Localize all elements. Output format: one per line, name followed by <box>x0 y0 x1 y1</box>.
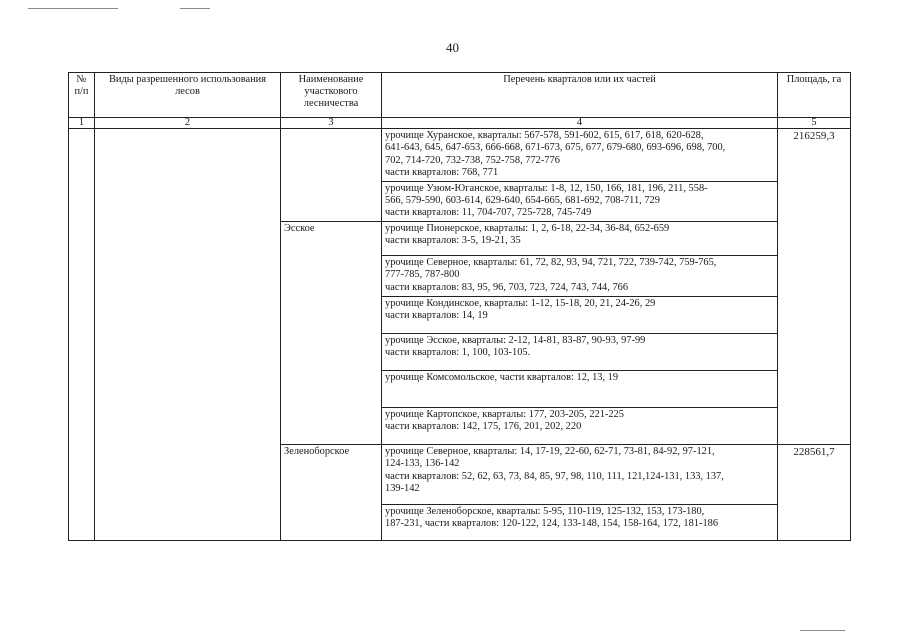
entry-line: урочище Хуранское, кварталы: 567-578, 591-602, 615, 617, 618, 620-628, <box>385 130 704 141</box>
entry-line: урочище Эсское, кварталы: 2-12, 14-81, 83-87, 90-93, 97-99 <box>385 334 646 346</box>
district-cell-blank <box>281 129 382 222</box>
quarters-entry <box>382 444 778 504</box>
entry-line: урочище Зеленоборское, кварталы: 5-95, 110-119, 125-132, 153, 173-180, <box>385 505 705 517</box>
entry-line: части кварталов: 3-5, 19-21, 35 <box>385 235 521 247</box>
entry-line: части кварталов: 14, 19 <box>385 310 488 322</box>
column-number-row <box>69 118 851 129</box>
quarters-entry <box>382 370 778 407</box>
entry-line: 702, 714-720, 732-738, 752-758, 772-776 <box>385 154 560 166</box>
scan-artifact-line <box>28 8 118 9</box>
area-cell: 228561,7 <box>778 444 851 540</box>
entry-line: 641-643, 645, 647-653, 666-668, 671-673, 675, 677, 679-680, 693-696, 698, 700, <box>385 142 726 154</box>
quarters-entry <box>382 333 778 370</box>
entry-line: части кварталов: 52, 62, 63, 73, 84, 85, 97, 98, 110, 111, 121,124-131, 133, 137, <box>385 470 724 482</box>
header-num: № п/п <box>69 73 95 118</box>
entry-line: урочище Комсомольское, части кварталов: 12, 13, 19 <box>385 371 619 383</box>
header-use-type: Виды разрешенного использования лесов <box>95 73 281 118</box>
entry-line: части кварталов: 142, 175, 176, 201, 202, 220 <box>385 421 582 433</box>
area-cell: 216259,3 <box>778 129 851 445</box>
header-area: Площадь, га <box>778 73 851 118</box>
entry-line: 187-231, части кварталов: 120-122, 124, 133-148, 154, 158-164, 172, 181-186 <box>385 518 719 530</box>
quarters-entry <box>382 255 778 296</box>
use-type-cell <box>95 129 281 541</box>
entry-line: урочище Северное, кварталы: 14, 17-19, 22-60, 62-71, 73-81, 84-92, 97-121, <box>385 445 715 457</box>
quarters-entry <box>382 407 778 444</box>
header-quarters: Перечень кварталов или их частей <box>382 73 778 118</box>
scan-artifact-line <box>180 8 210 9</box>
quarters-entry <box>382 296 778 333</box>
column-number: 5 <box>778 118 851 129</box>
district-cell: Зеленоборское <box>281 444 382 540</box>
scan-artifact-line <box>800 630 845 631</box>
header-district: Наименование участкового лесничества <box>281 73 382 118</box>
entry-line: урочище Северное, кварталы: 61, 72, 82, 93, 94, 721, 722, 739-742, 759-765, <box>385 256 717 268</box>
entry-line: урочище Картопское, кварталы: 177, 203-205, 221-225 <box>385 408 624 420</box>
entry-line: урочище Пионерское, кварталы: 1, 2, 6-18, 22-34, 36-84, 652-659 <box>385 222 670 234</box>
entry-line: 777-785, 787-800 <box>385 269 460 281</box>
column-number: 1 <box>69 118 95 129</box>
column-number: 2 <box>95 118 281 129</box>
district-cell: Эсское <box>281 221 382 444</box>
entry-line: 124-133, 136-142 <box>385 458 460 470</box>
quarters-entry <box>382 129 778 182</box>
entry-line: 139-142 <box>385 483 420 495</box>
entry-line: части кварталов: 11, 704-707, 725-728, 745-749 <box>385 207 592 219</box>
entry-line: части кварталов: 1, 100, 103-105. <box>385 347 531 359</box>
quarters-entry <box>382 221 778 255</box>
forest-use-table <box>68 72 851 541</box>
row-num-cell <box>69 129 95 541</box>
quarters-entry <box>382 181 778 221</box>
entry-line: части кварталов: 83, 95, 96, 703, 723, 724, 743, 744, 766 <box>385 281 629 293</box>
entry-line: урочище Кондинское, кварталы: 1-12, 15-18, 20, 21, 24-26, 29 <box>385 297 656 309</box>
quarters-entry <box>382 504 778 540</box>
column-number: 3 <box>281 118 382 129</box>
page-number: 40 <box>446 40 459 55</box>
column-number: 4 <box>382 118 778 129</box>
entry-line: 566, 579-590, 603-614, 629-640, 654-665, 681-692, 708-711, 729 <box>385 195 660 207</box>
entry-line: части кварталов: 768, 771 <box>385 167 499 179</box>
entry-line: урочище Узюм-Юганское, кварталы: 1-8, 12, 150, 166, 181, 196, 211, 558- <box>385 182 708 194</box>
